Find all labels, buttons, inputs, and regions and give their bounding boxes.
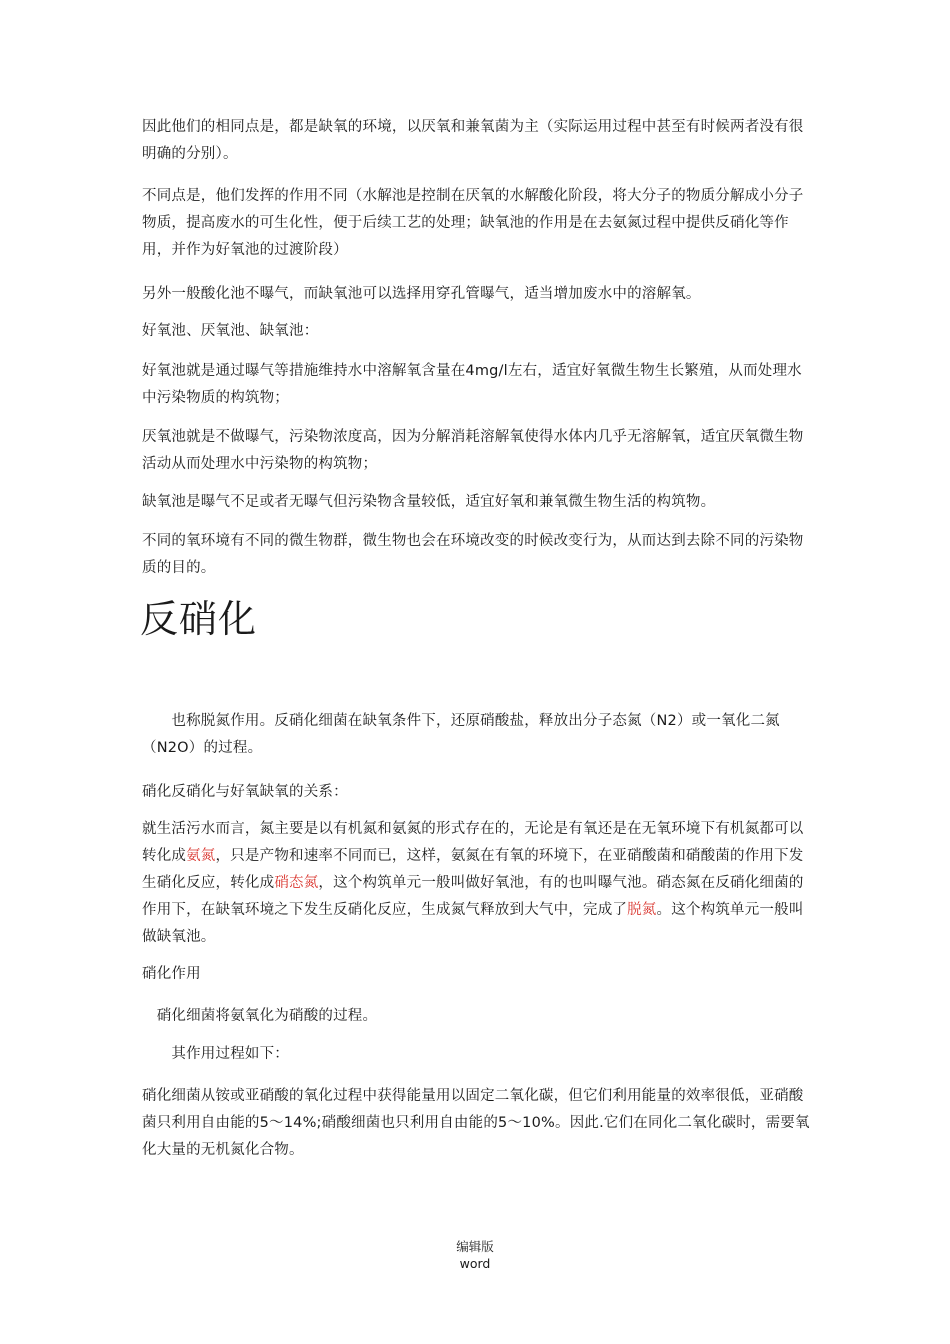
footer-word-label: word [459, 1256, 491, 1271]
paragraph-process-text: 硝化细菌从铵或亚硝酸的氧化过程中获得能量用以固定二氧化碳，但它们利用能量的效率很低，亚硝酸菌只利用自由能的5～14%;硝酸细菌也只利用自由能的5～10%。因此.它们在同化二氧化碳时，需要氧化大量的无机氮化合物。 [142, 1088, 810, 1158]
paragraph-anaerobic-pool: 厌氧池就是不做曝气，污染物浓度高，因为分解消耗溶解氧使得水体内几乎无溶解氧，适宜厌氧微生物活动从而处理水中污染物的构筑物； [142, 429, 804, 472]
section-title: 反硝化 [140, 597, 258, 641]
relation-text-3: ，这个构筑单元一般叫做好氧池，有的也叫曝气池。硝态氮在反硝化细菌的作用下，在缺氧环境之下发生反硝化反应，生成氮气释放到大气中，完成了 [142, 875, 804, 918]
paragraph-acidification: 另外一般酸化池不曝气，而缺氧池可以选择用穿孔管曝气，适当增加废水中的溶解氧。 [142, 286, 701, 302]
paragraph-process-heading: 其作用过程如下： [142, 1046, 289, 1062]
relation-text-2: ，只是产物和速率不同而已，这样，氨氮在有氧的环境下，在亚硝酸菌和硝酸菌的作用下发生硝化反应，转化成 [142, 848, 804, 891]
paragraph-relation [142, 816, 812, 951]
paragraph-anoxic-pool: 缺氧池是曝气不足或者无曝气但污染物含量较低，适宜好氧和兼氧微生物生活的构筑物。 [142, 494, 716, 510]
paragraph-aerobic-pool: 好氧池就是通过曝气等措施维持水中溶解氧含量在4mg/l左右，适宜好氧微生物生长繁殖，从而处理水中污染物质的构筑物； [142, 363, 802, 406]
relation-text-1: 就生活污水而言，氮主要是以有机氮和氨氮的形式存在的，无论是有氧还是在无氧环境下有机氮都可以转化成 [142, 821, 804, 864]
paragraph-relation-heading: 硝化反硝化与好氧缺氧的关系： [142, 784, 348, 800]
paragraph-pool-types-heading: 好氧池、厌氧池、缺氧池： [142, 323, 319, 339]
footer-edit-label: 编辑版 [456, 1239, 494, 1254]
paragraph-nitrification-definition: 硝化细菌将氨氧化为硝酸的过程。 [142, 1008, 378, 1024]
relation-text-4: 。这个构筑单元一般叫做缺氧池。 [142, 902, 804, 945]
paragraph-nitrification-heading: 硝化作用 [142, 966, 201, 982]
link-nitrate-nitrogen[interactable]: 硝态氮 [274, 875, 319, 891]
paragraph-similarity: 因此他们的相同点是，都是缺氧的环境，以厌氧和兼氧菌为主（实际运用过程中甚至有时候两者没有很明确的分别）。 [142, 119, 804, 162]
paragraph-oxygen-environment: 不同的氧环境有不同的微生物群，微生物也会在环境改变的时候改变行为，从而达到去除不同的污染物质的目的。 [142, 533, 804, 576]
paragraph-difference: 不同点是，他们发挥的作用不同（水解池是控制在厌氧的水解酸化阶段，将大分子的物质分解成小分子物质，提高废水的可生化性，便于后续工艺的处理；缺氧池的作用是在去氨氮过程中提供反硝化等作用，并作为好氧池的过渡阶段） [142, 188, 804, 258]
link-ammonia-nitrogen[interactable]: 氨氮 [186, 848, 216, 864]
paragraph-denitrification-intro: 也称脱氮作用。反硝化细菌在缺氧条件下，还原硝酸盐，释放出分子态氮（N2）或一氧化二氮（N2O）的过程。 [142, 713, 780, 756]
link-denitrogenation[interactable]: 脱氮 [627, 902, 657, 918]
